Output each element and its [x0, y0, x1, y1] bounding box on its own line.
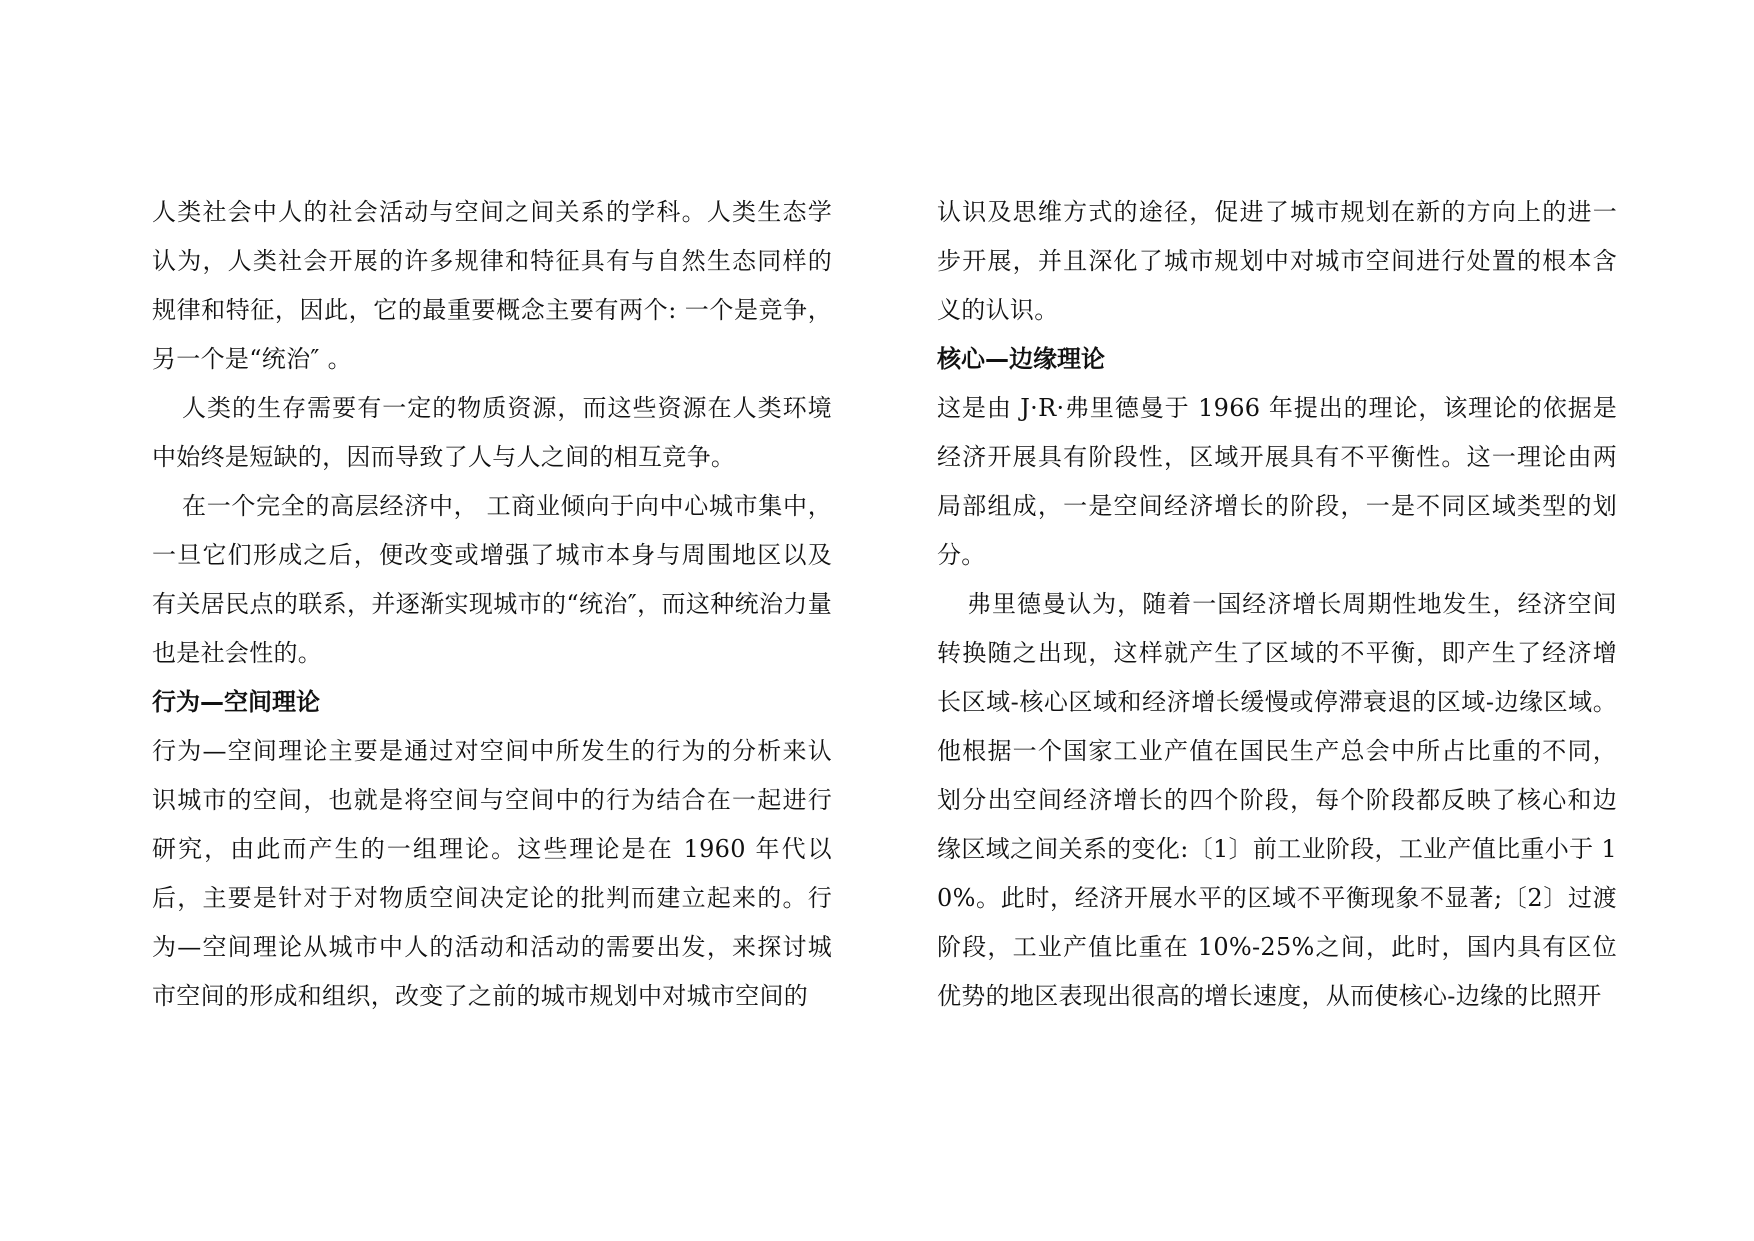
paragraph-friedmann-intro: 这是由 J·R·弗里德曼于 1966 年提出的理论，该理论的依据是经济开展具有阶段性，区域开展具有不平衡性。这一理论由两局部组成，一是空间经济增长的阶段，一是不同区域类型的划分。	[937, 394, 1617, 569]
left-column	[152, 188, 832, 1021]
paragraph-behavior-space-theory: 行为—空间理论主要是通过对空间中所发生的行为的分析来认识城市的空间，也就是将空间与空间中的行为结合在一起进行研究，由此而产生的一组理论。这些理论是在 1960 年代以后，主要是针对于对物质空间决定论的批判而建立起来的。行为—空间理论从城市中人的活动和活动的需要出发，来探讨城市空间的形成和组织，改变了之前的城市规划中对城市空间的	[152, 737, 832, 1010]
paragraph-urban-dominance: 在一个完全的高层经济中， 工商业倾向于向中心城市集中，一旦它们形成之后，便改变或增强了城市本身与周围地区以及有关居民点的联系，并逐渐实现城市的“统治″，而这种统治力量也是社会性的。	[152, 492, 832, 667]
paragraph-human-ecology: 人类社会中人的社会活动与空间之间关系的学科。人类生态学认为，人类社会开展的许多规律和特征具有与自然生态同样的规律和特征，因此，它的最重要概念主要有两个: 一个是竞争，另一个是“统治″ 。	[152, 198, 832, 373]
paragraph-resources-competition: 人类的生存需要有一定的物质资源，而这些资源在人类环境中始终是短缺的，因而导致了人与人之间的相互竞争。	[152, 394, 832, 471]
right-column	[937, 188, 1617, 1021]
heading-core-periphery-theory: 核心—边缘理论	[937, 345, 1105, 373]
paragraph-planning-cognition: 认识及思维方式的途径，促进了城市规划在新的方向上的进一步开展，并且深化了城市规划中对城市空间进行处置的根本含义的认识。	[937, 198, 1617, 324]
heading-behavior-space-theory: 行为—空间理论	[152, 688, 320, 716]
paragraph-friedmann-stages: 弗里德曼认为，随着一国经济增长周期性地发生，经济空间转换随之出现，这样就产生了区域的不平衡，即产生了经济增长区域-核心区域和经济增长缓慢或停滞衰退的区域-边缘区域。他根据一个国家工业产值在国民生产总会中所占比重的不同，划分出空间经济增长的四个阶段，每个阶段都反映了核心和边缘区域之间关系的变化:〔1〕前工业阶段，工业产值比重小于 10%。此时，经济开展水平的区域不平衡现象不显著;〔2〕过渡阶段，工业产值比重在 10%-25%之间，此时，国内具有区位优势的地区表现出很高的增长速度，从而使核心-边缘的比照开	[937, 590, 1617, 1010]
